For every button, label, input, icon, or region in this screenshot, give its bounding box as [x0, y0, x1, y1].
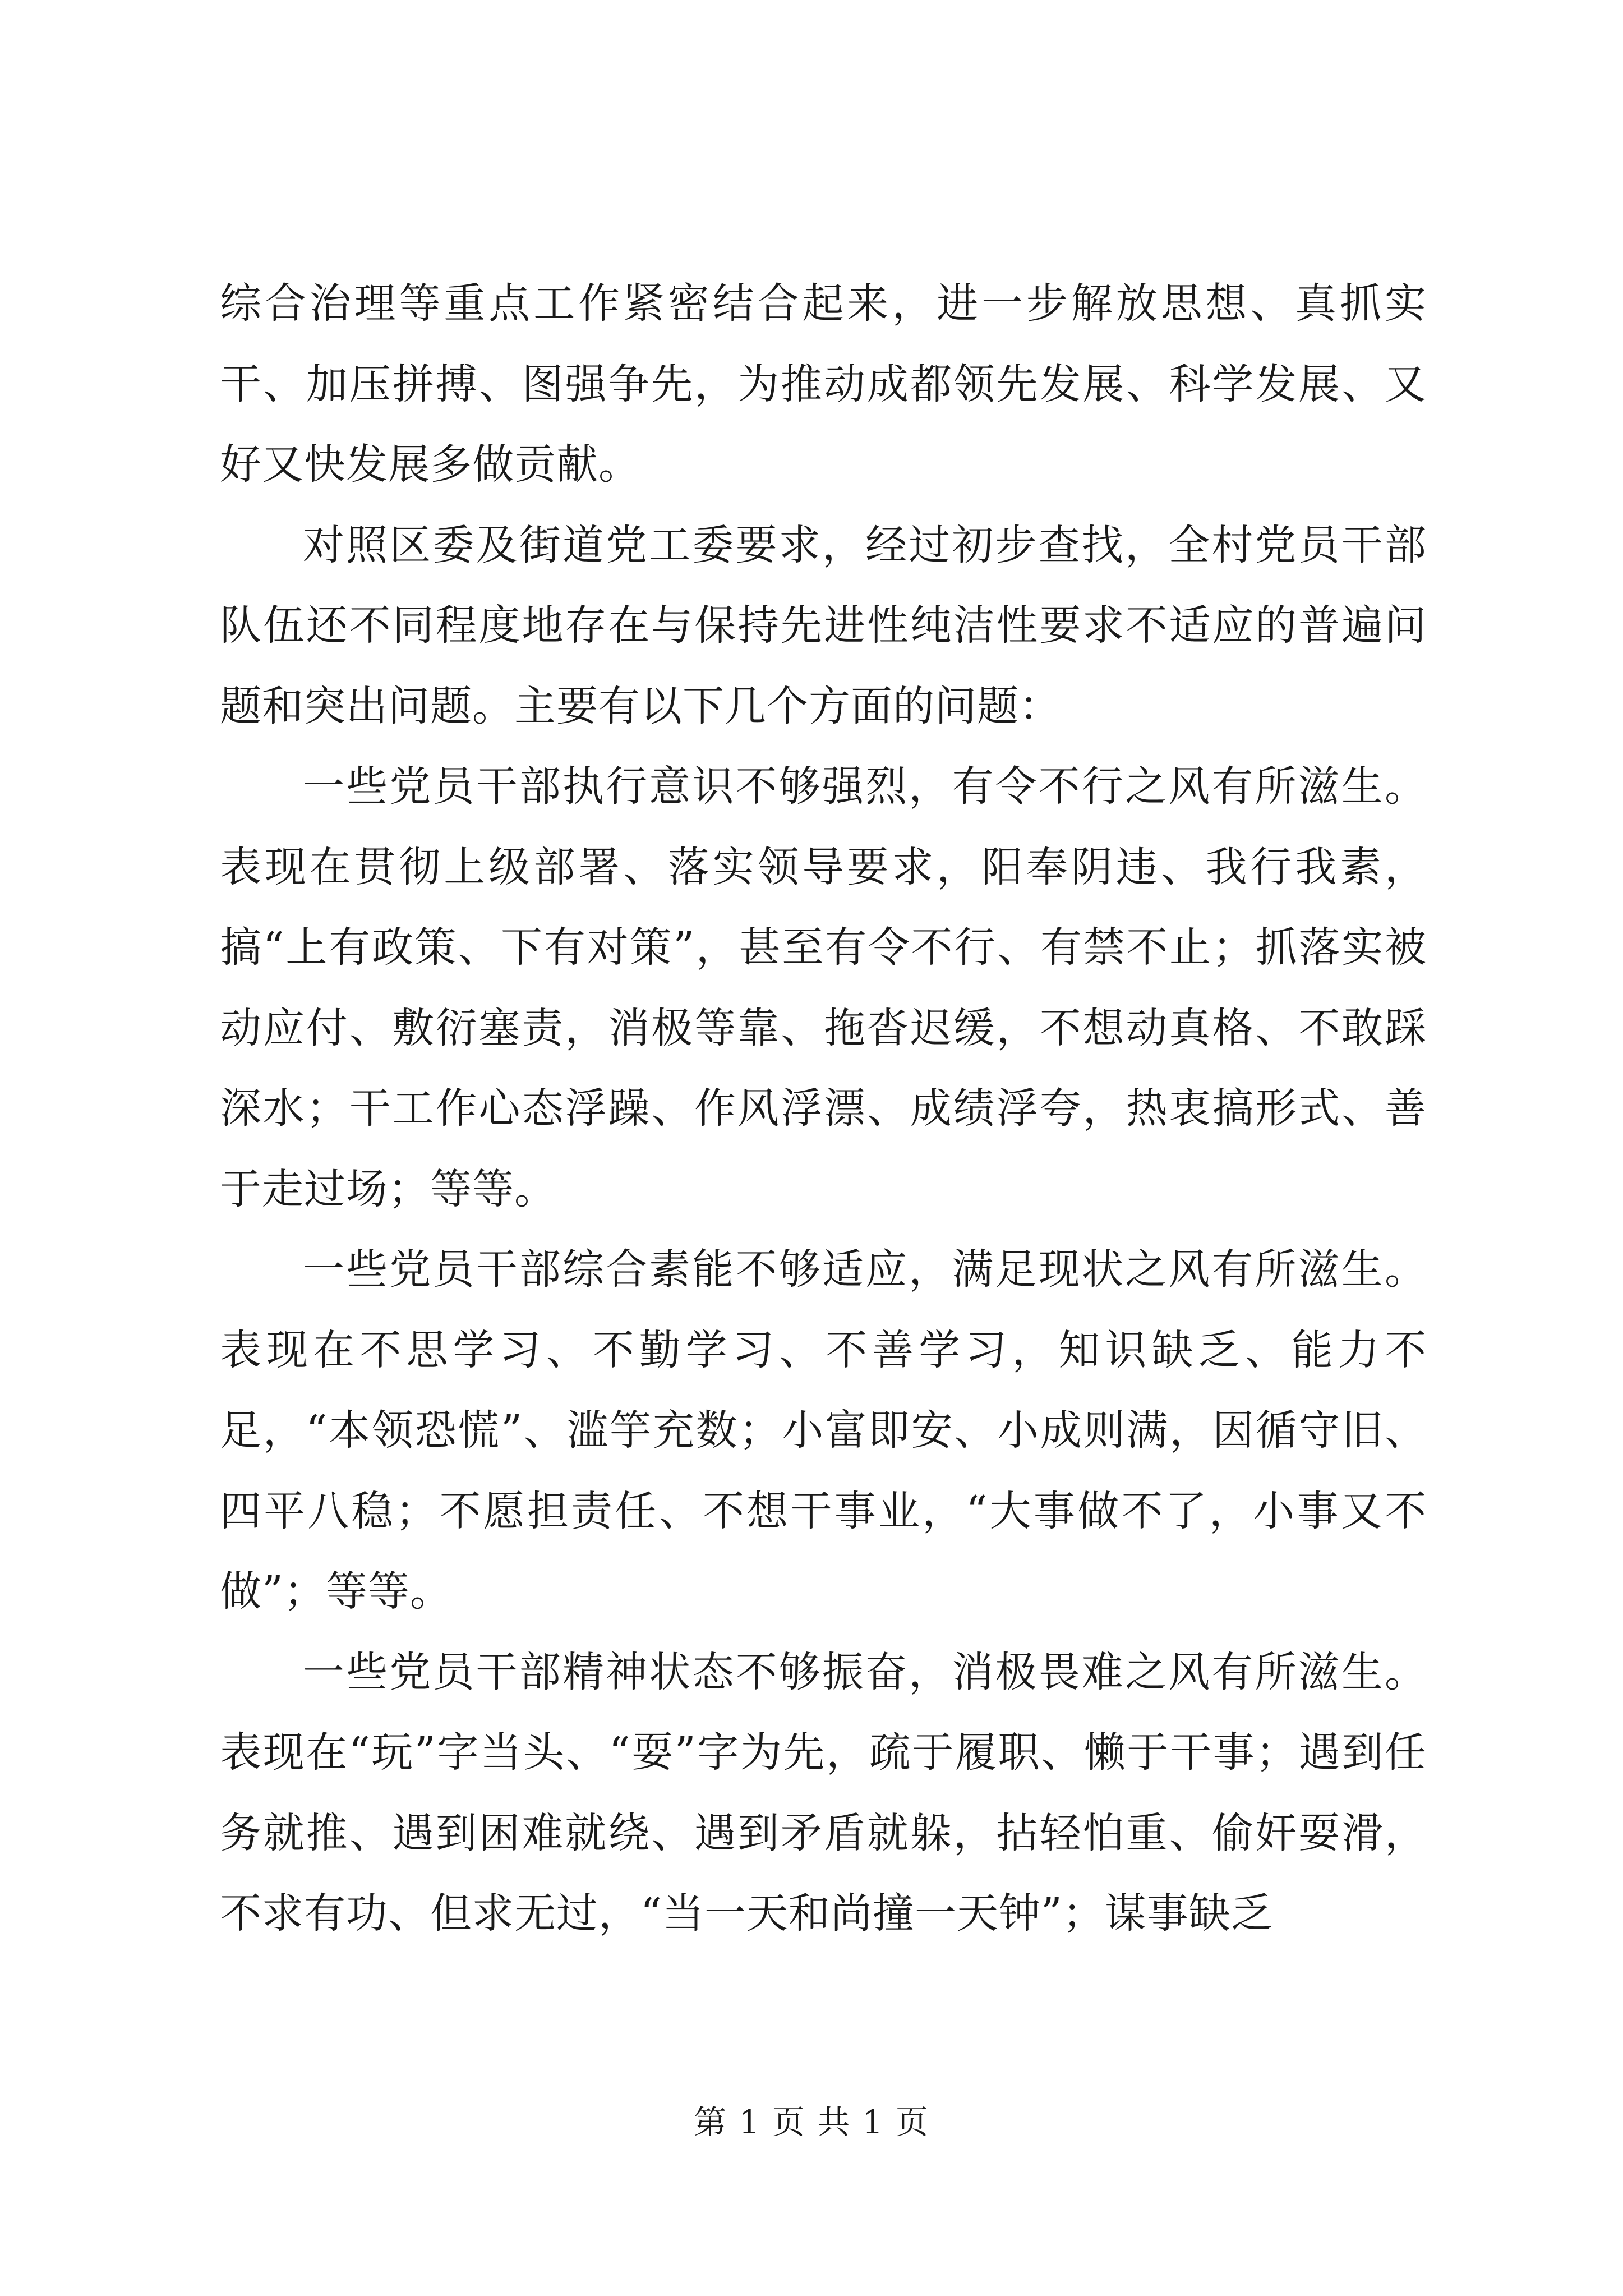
paragraph-2: 对照区委及街道党工委要求，经过初步查找，全村党员干部队伍还不同程度地存在与保持先进性纯洁性要求不适应的普遍问题和突出问题。主要有以下几个方面的问题： — [220, 521, 1427, 730]
paragraph-5: 一些党员干部精神状态不够振奋，消极畏难之风有所滋生。表现在“玩”字当头、“耍”字为先，疏于履职、懒于干事；遇到任务就推、遇到困难就绕、遇到矛盾就躲，拈轻怕重、偷奸耍滑，不求有功、但求无过，“当一天和尚撞一天钟”；谋事缺乏 — [220, 1648, 1427, 1938]
paragraph-4: 一些党员干部综合素能不够适应，满足现状之风有所滋生。表现在不思学习、不勤学习、不善学习，知识缺乏、能力不足，“本领恐慌”、滥竽充数；小富即安、小成则满，因循守旧、四平八稳；不愿担责任、不想干事业，“大事做不了，小事又不做”；等等。 — [220, 1245, 1427, 1616]
paragraph-1: 综合治理等重点工作紧密结合起来，进一步解放思想、真抓实干、加压拼搏、图强争先，为推动成都领先发展、科学发展、又好又快发展多做贡献。 — [220, 279, 1427, 489]
page-number-label: 第 1 页 共 1 页 — [694, 2103, 929, 2141]
document-body — [220, 264, 1427, 1954]
page-footer — [0, 2100, 1623, 2145]
paragraph-3: 一些党员干部执行意识不够强烈，有令不行之风有所滋生。表现在贯彻上级部署、落实领导要求，阳奉阴违、我行我素，搞“上有政策、下有对策”，甚至有令不行、有禁不止；抓落实被动应付、敷衍塞责，消极等靠、拖沓迟缓，不想动真格、不敢踩深水；干工作心态浮躁、作风浮漂、成绩浮夸，热衷搞形式、善于走过场；等等。 — [220, 762, 1427, 1213]
